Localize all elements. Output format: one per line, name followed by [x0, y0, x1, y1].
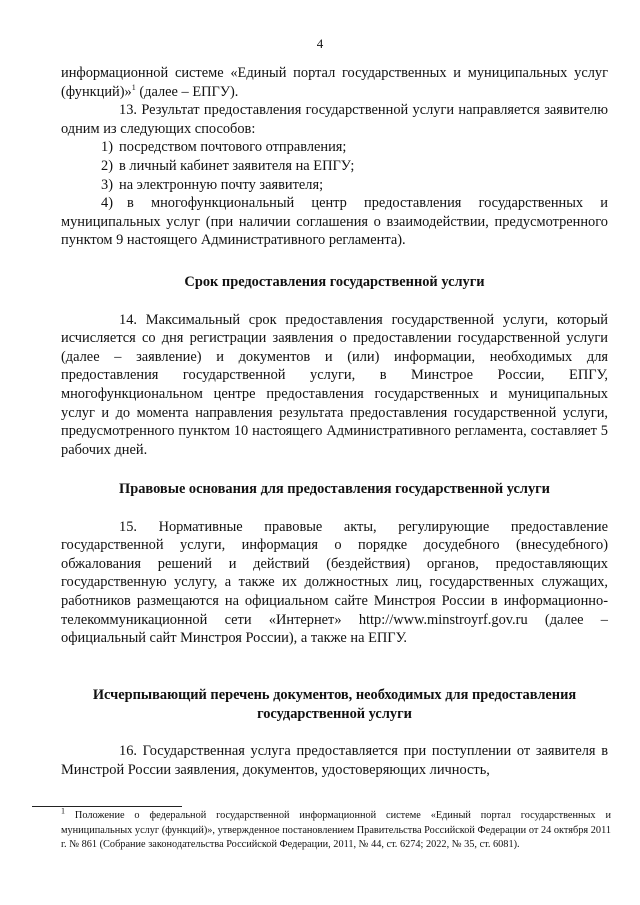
footnote-mark: 1: [61, 806, 65, 816]
section-term: [61, 273, 608, 459]
top-continuation: [61, 64, 608, 250]
footnote: [61, 806, 611, 853]
heading-legal-basis: Правовые основания для предоставления государственной услуги: [119, 481, 550, 497]
list-item: 2) в личный кабинет заявителя на ЕПГУ;: [101, 157, 355, 174]
list-item: 1) посредством почтового отправления;: [101, 139, 347, 156]
paragraph-15: 15. Нормативные правовые акты, регулирующие предоставление государственной услуги, информация о порядке досудебного (внесудебного) обжалования решений и действий (бездействия) органов, предоставляющих государственную услугу, а также их должностных лиц, государственных служащих, работников размещаются на официальном сайте Минстроя России в информационно-телекоммуникационной сети «Интернет» http://www.minstroyrf.gov.ru (далее – официальный сайт Минстроя России), а также на ЕПГУ.: [61, 518, 608, 647]
page-number: 4: [316, 36, 324, 51]
heading-documents-line-2: государственной услуги: [257, 705, 412, 722]
heading-term: Срок предоставления государственной услуги: [184, 274, 485, 290]
continuation-line-2: (функций)»$^1$ (далее – ЕПГУ).: [61, 82, 239, 100]
footnote-separator: [32, 806, 182, 807]
footnote-reference: 1: [131, 82, 136, 92]
continuation-line-1: информационной системе «Единый портал государственных и муниципальных услуг: [61, 65, 608, 81]
section-legal-basis: [61, 480, 608, 648]
list-item: 3) на электронную почту заявителя;: [101, 176, 324, 193]
heading-documents-line-1: Исчерпывающий перечень документов, необходимых для предоставления: [92, 687, 577, 703]
footnote-text: Положение о федеральной государственной информационной системе «Единый портал государственных и муниципальных услуг (функций)», утвержденное постановлением Правительства Российской Федерации от 24 октября 2011 г. № 861 (Собрание законодательства Российской Федерации, 2011, № 44, ст. 6274; 2022, № 35, ст. 6081).: [61, 810, 611, 850]
section-documents: [61, 686, 608, 779]
paragraph-14: 14. Максимальный срок предоставления государственной услуги, который исчисляется со дня регистрации заявления о предоставлении государственной услуги (далее – заявление) и документов и (или) информации, необходимых для предоставления государственной услуги, в Минстрое России, ЕПГУ, многофункциональном центре предоставления государственных и муниципальных услуг и до момента направления результата предоставления государственной услуги, предусмотренного пунктом 10 настоящего Административного регламента, составляет 5 рабочих дней.: [61, 311, 608, 458]
paragraph-16: 16. Государственная услуга предоставляется при поступлении от заявителя в Минстрой России заявления, документов, удостоверяющих личность,: [61, 743, 608, 778]
paragraph-13: 13. Результат предоставления государственной услуги направляется заявителю одним из следующих способов:: [61, 102, 608, 137]
list-item: 4) в многофункциональный центр предоставления государственных и муниципальных услуг (при наличии соглашения о взаимодействии, предусмотренного пунктом 9 настоящего Административного регламента).: [61, 195, 608, 249]
